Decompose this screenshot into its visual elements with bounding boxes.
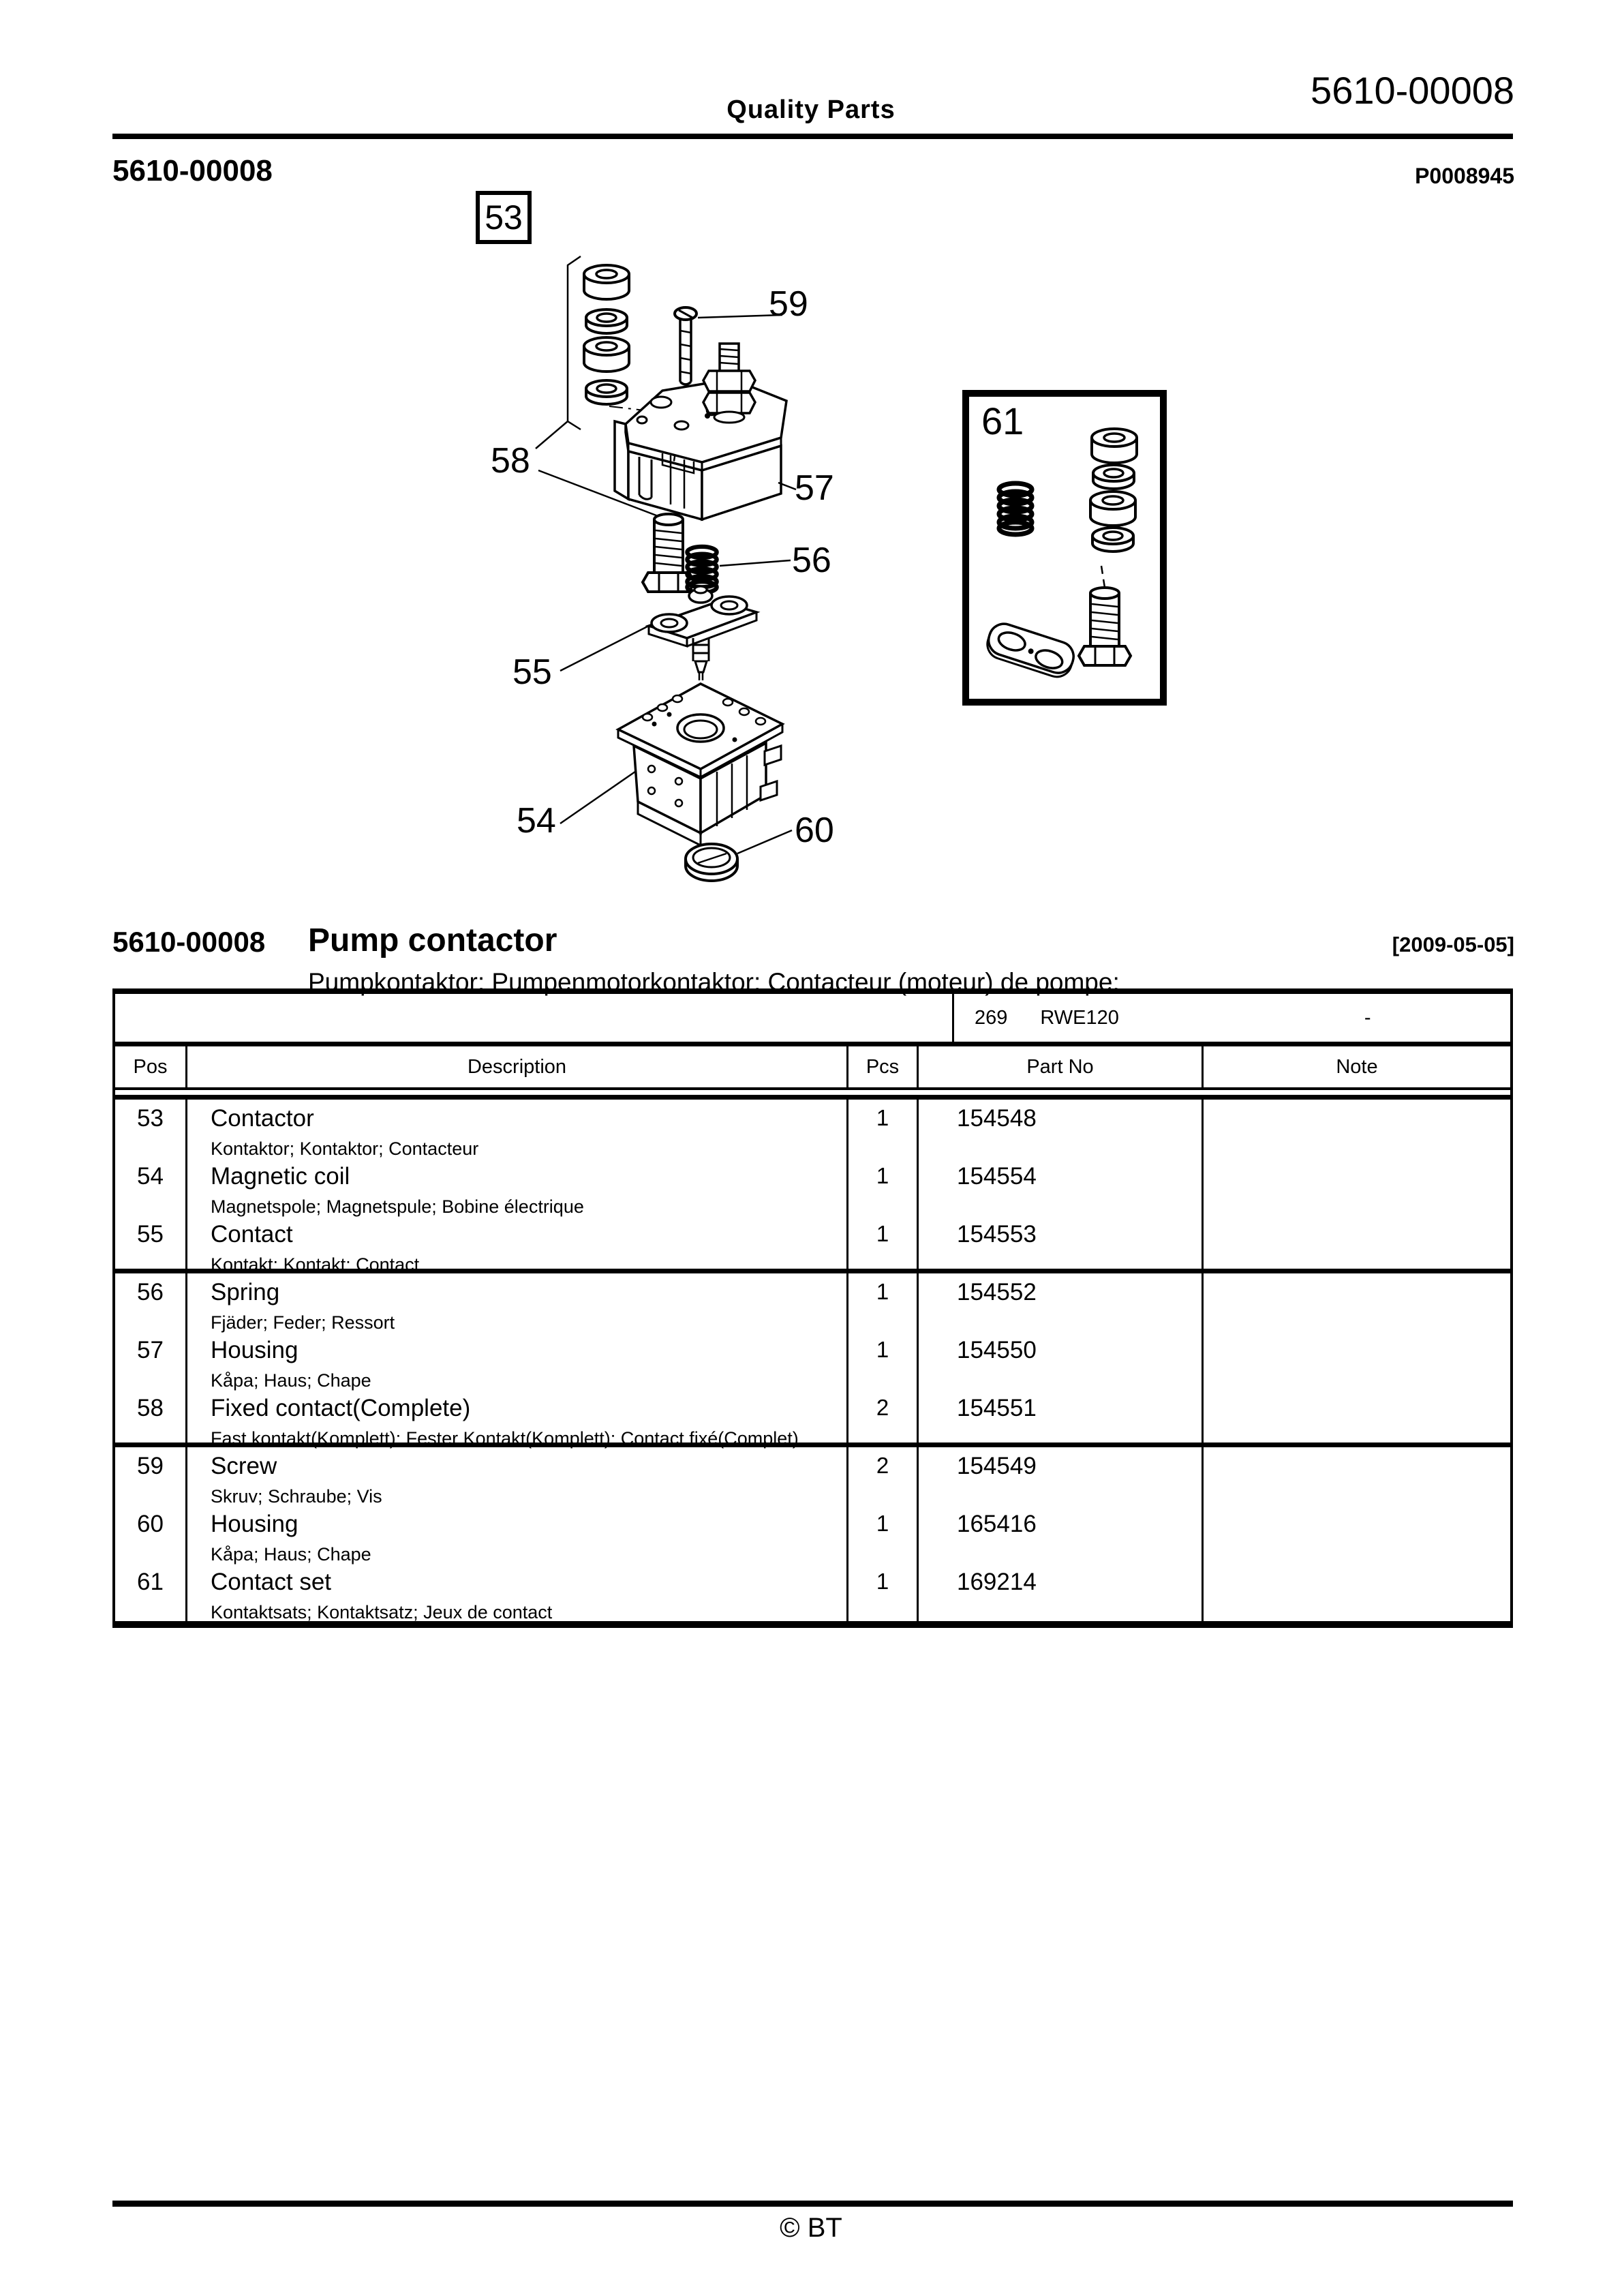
titleblock-date: [2009-05-05] — [1392, 933, 1514, 956]
row-description-main: Contact — [211, 1221, 293, 1248]
model-band-empty-cell — [115, 994, 952, 1042]
row-description-i18n: Fast kontakt(Komplett); Fester Kontakt(Komplett); Contact fixé(Complet) — [211, 1428, 799, 1449]
row-description-i18n: Kåpa; Haus; Chape — [211, 1544, 371, 1565]
table-body — [115, 1100, 1510, 1621]
row-pos: 53 — [115, 1100, 187, 1158]
screw-threads — [680, 331, 691, 374]
model-name: RWE120 — [1040, 1006, 1119, 1029]
row-pcs: 1 — [848, 1215, 919, 1269]
nut-icon — [584, 337, 629, 372]
model-dash: - — [1364, 1006, 1371, 1029]
row-description-main: Housing — [211, 1511, 299, 1537]
row-description — [187, 1331, 848, 1389]
row-note — [1204, 1447, 1510, 1505]
callout-61: 61 — [981, 399, 1024, 442]
row-pos: 55 — [115, 1215, 187, 1269]
row-description-i18n: Fjäder; Feder; Ressort — [211, 1312, 395, 1333]
row-pcs: 1 — [848, 1273, 919, 1331]
table-row — [115, 1158, 1510, 1215]
row-pcs: 1 — [848, 1100, 919, 1158]
table-row — [115, 1273, 1510, 1331]
row-part-no: 154548 — [919, 1100, 1204, 1158]
row-description-i18n: Kåpa; Haus; Chape — [211, 1370, 371, 1391]
doc-number: 5610-00008 — [112, 154, 273, 187]
row-note — [1204, 1273, 1510, 1331]
row-part-no: 154552 — [919, 1273, 1204, 1331]
row-description-main: Contactor — [211, 1105, 314, 1132]
col-header-pos: Pos — [115, 1046, 187, 1087]
row-pcs: 1 — [848, 1563, 919, 1621]
row-part-no: 165416 — [919, 1505, 1204, 1563]
row-description-main: Screw — [211, 1453, 277, 1479]
row-pcs: 2 — [848, 1389, 919, 1442]
page-header-title: Quality Parts — [726, 95, 896, 124]
callout-55: 55 — [512, 652, 552, 692]
table-row — [115, 1100, 1510, 1158]
row-description-main: Magnetic coil — [211, 1163, 350, 1190]
centerline-61 — [1101, 566, 1105, 588]
row-description-i18n: Skruv; Schraube; Vis — [211, 1486, 382, 1507]
nut-icon — [584, 265, 629, 299]
row-pcs: 1 — [848, 1505, 919, 1563]
row-description — [187, 1158, 848, 1215]
parts-table — [112, 988, 1513, 1628]
nut-icon — [1092, 429, 1137, 463]
callout-56: 56 — [792, 541, 831, 580]
contact-plate-61 — [983, 620, 1077, 680]
model-code: 269 — [975, 1006, 1008, 1029]
model-band — [115, 988, 1510, 1046]
callout-57: 57 — [795, 468, 834, 508]
row-note — [1204, 1331, 1510, 1389]
row-description-i18n: Kontaktsats; Kontaktsatz; Jeux de contact — [211, 1602, 553, 1622]
row-pos: 60 — [115, 1505, 187, 1563]
row-description — [187, 1505, 848, 1563]
row-part-no: 154554 — [919, 1158, 1204, 1215]
col-header-description: Description — [187, 1046, 848, 1087]
table-row — [115, 1331, 1510, 1389]
row-note — [1204, 1505, 1510, 1563]
row-description-main: Spring — [211, 1279, 280, 1305]
row-description — [187, 1273, 848, 1331]
footer-rule — [112, 2201, 1513, 2207]
washer-icon — [586, 309, 627, 333]
titleblock-subtitle: Pumpkontaktor; Pumpenmotorkontaktor; Contacteur (moteur) de pompe; — [308, 968, 1120, 996]
callout-58: 58 — [491, 441, 530, 481]
leader-58-up — [536, 421, 568, 449]
table-row — [115, 1447, 1510, 1505]
magnetic-coil-54 — [618, 684, 782, 845]
row-description-i18n: Kontaktor; Kontaktor; Contacteur — [211, 1138, 479, 1159]
page-title: Pump contactor — [308, 922, 557, 958]
row-description-main: Housing — [211, 1337, 299, 1363]
callout-60: 60 — [795, 811, 834, 850]
table-row — [115, 1215, 1510, 1273]
row-pcs: 1 — [848, 1158, 919, 1215]
callout-59: 59 — [769, 284, 808, 324]
footer-copyright: © BT — [780, 2213, 842, 2243]
contact-55 — [649, 586, 756, 680]
leader-55 — [560, 626, 649, 671]
col-header-pcs: Pcs — [848, 1046, 919, 1087]
col-header-note: Note — [1336, 1055, 1378, 1078]
nut-icon — [1090, 492, 1135, 526]
row-pos: 59 — [115, 1447, 187, 1505]
row-note — [1204, 1389, 1510, 1442]
row-pos: 58 — [115, 1389, 187, 1442]
housing-57 — [615, 344, 786, 519]
washer-icon — [1092, 528, 1133, 552]
table-row — [115, 1563, 1510, 1621]
row-description-i18n: Kontakt; Kontakt; Contact — [211, 1254, 420, 1275]
row-description — [187, 1447, 848, 1505]
row-description — [187, 1215, 848, 1275]
screw-tip — [680, 382, 691, 384]
ring-60 — [686, 844, 737, 881]
model-band-cell — [952, 994, 1510, 1042]
titleblock-doc-no: 5610-00008 — [112, 926, 266, 958]
row-description-main: Fixed contact(Complete) — [211, 1395, 471, 1421]
washer-icon — [586, 380, 627, 404]
row-note — [1204, 1158, 1510, 1215]
row-part-no: 169214 — [919, 1563, 1204, 1621]
row-description — [187, 1100, 848, 1158]
bracket-line — [568, 256, 581, 429]
row-note — [1204, 1563, 1510, 1621]
callout-53-box: 53 — [476, 191, 532, 244]
bolt-61 — [1079, 588, 1131, 665]
col-header-part-no: Part No — [919, 1046, 1204, 1087]
leader-60 — [737, 830, 792, 854]
row-part-no: 154549 — [919, 1447, 1204, 1505]
header-double-rule — [115, 1090, 1510, 1100]
table-row — [115, 1389, 1510, 1447]
row-pcs: 2 — [848, 1447, 919, 1505]
leader-54 — [560, 772, 635, 824]
row-part-no: 154551 — [919, 1389, 1204, 1442]
row-description-i18n: Magnetspole; Magnetspule; Bobine électrique — [211, 1196, 584, 1217]
row-part-no: 154553 — [919, 1215, 1204, 1269]
row-description-main: Contact set — [211, 1569, 332, 1595]
row-pos: 61 — [115, 1563, 187, 1621]
table-row — [115, 1505, 1510, 1563]
row-pos: 57 — [115, 1331, 187, 1389]
row-part-no: 154550 — [919, 1331, 1204, 1389]
row-pcs: 1 — [848, 1331, 919, 1389]
page-header-doc-no: 5610-00008 — [1311, 69, 1514, 112]
table-header-row — [115, 1046, 1510, 1090]
row-description — [187, 1563, 848, 1621]
row-description — [187, 1389, 848, 1449]
figure-ref-number: P0008945 — [1415, 164, 1514, 188]
contact-set-spring — [999, 483, 1032, 534]
row-note — [1204, 1215, 1510, 1269]
row-pos: 56 — [115, 1273, 187, 1331]
callout-54: 54 — [517, 801, 556, 841]
washer-icon — [1093, 465, 1134, 489]
row-note — [1204, 1100, 1510, 1158]
header-rule — [112, 134, 1513, 139]
leader-56 — [720, 560, 791, 566]
row-pos: 54 — [115, 1158, 187, 1215]
